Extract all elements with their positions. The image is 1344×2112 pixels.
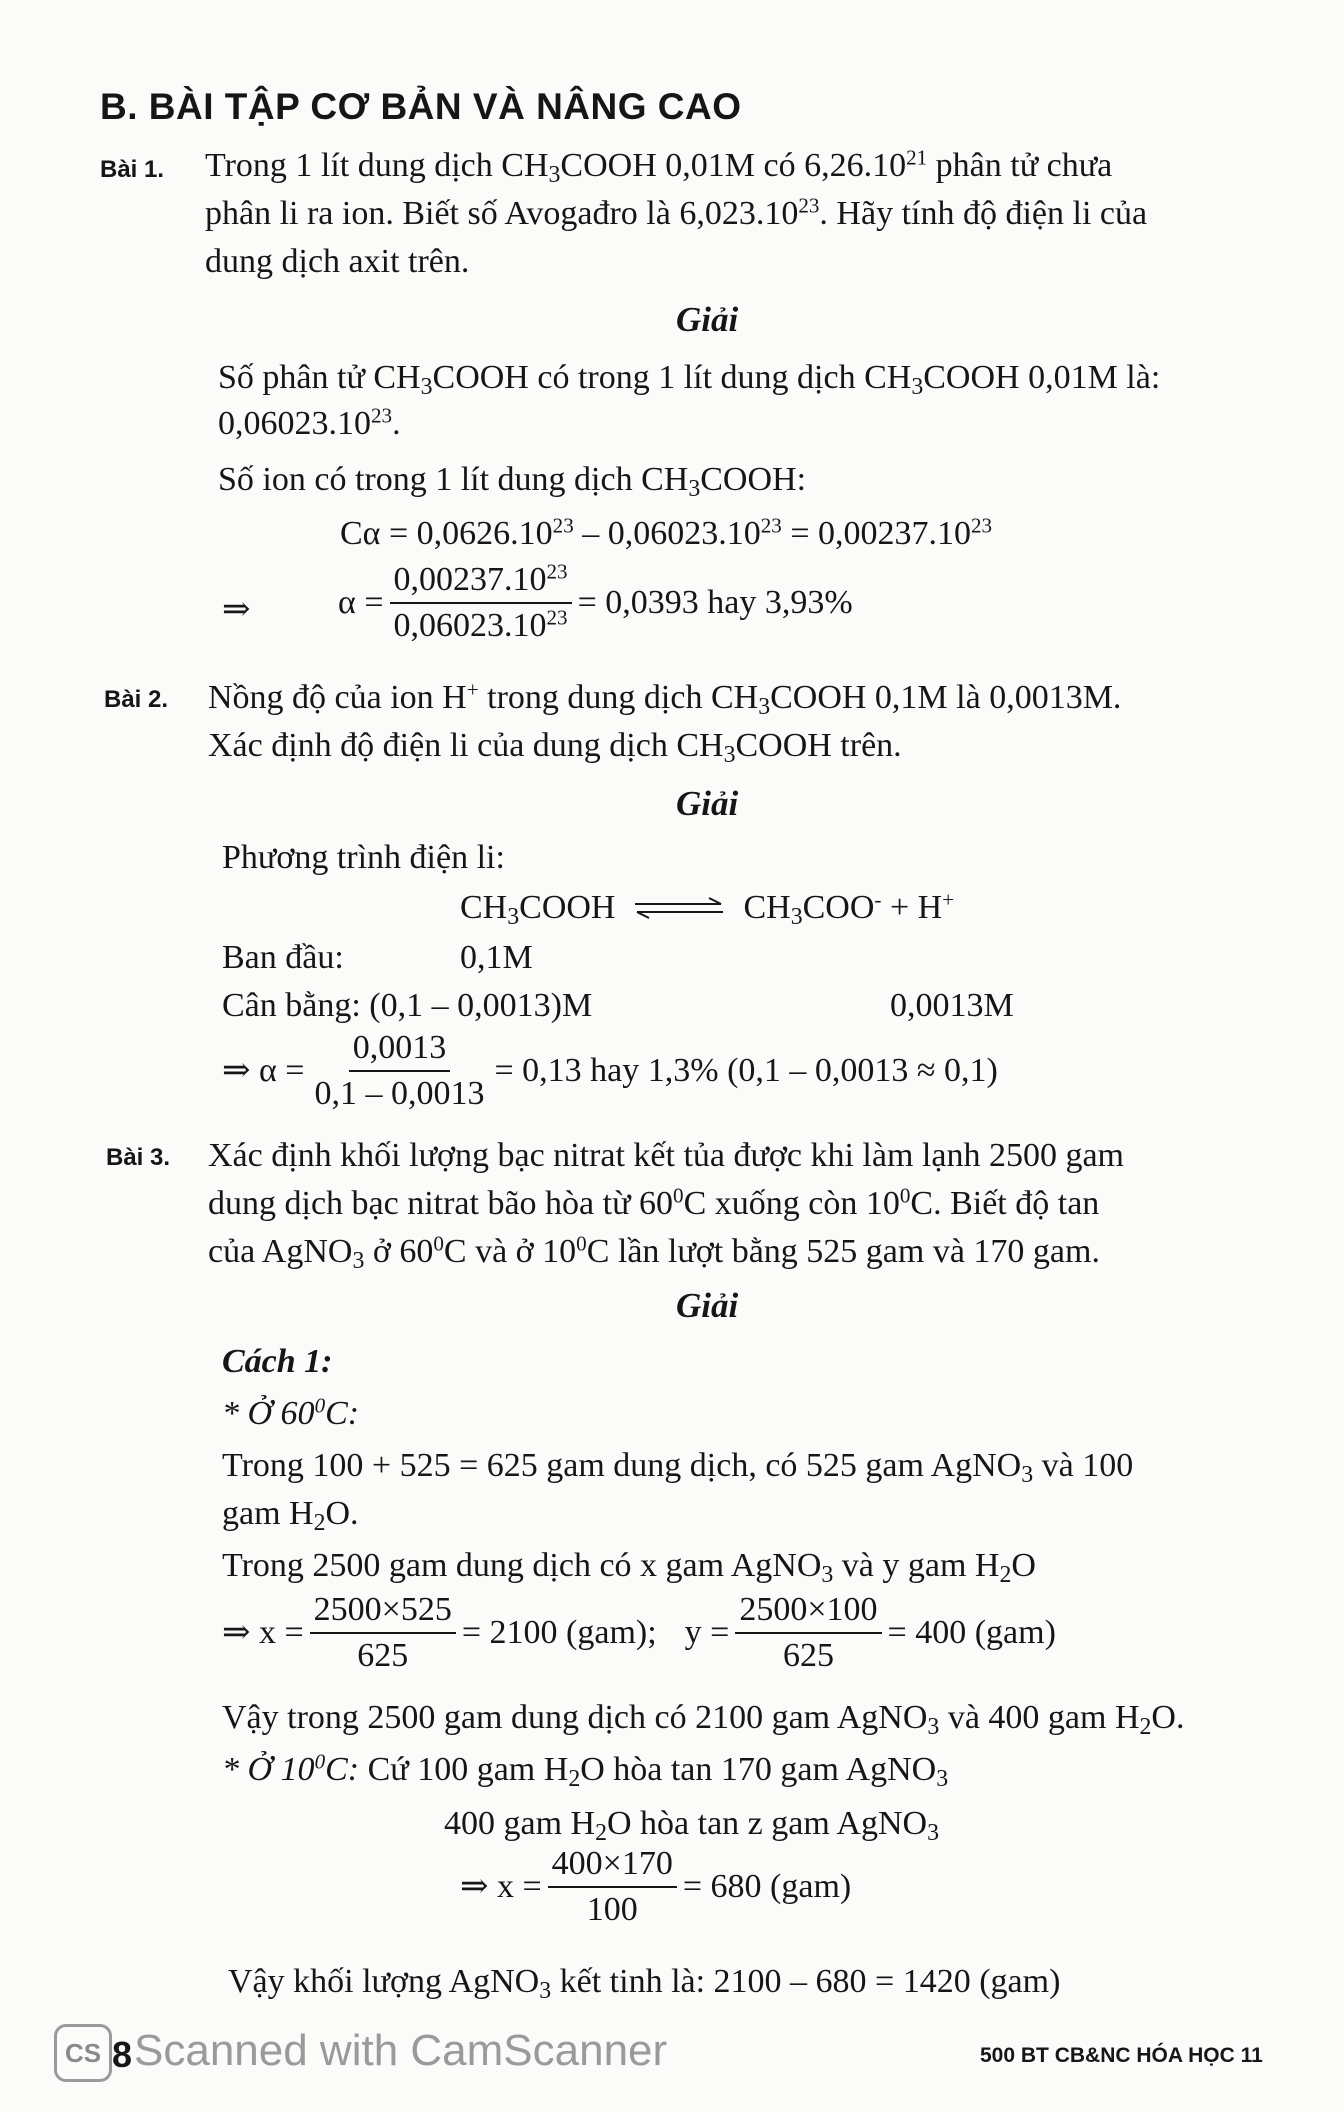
bai2-ionization-equation: $CH_3COOH$ $CH_3COO^- + H^+$ — [460, 887, 955, 930]
camscanner-watermark: Scanned with CamScanner — [134, 2026, 668, 2075]
bai3-question-line3: của AgNO$_3$ ở $60^0C$ và ở $10^0C$ lần lượt bằng 525 gam và 170 gam. — [208, 1231, 1100, 1274]
bai1-question-line3: dung dịch axit trên. — [205, 243, 470, 280]
bai1-equation-calpha: $C\alpha = 0,0626.10^{23} - 0,06023.10^{23} = 0,00237.10^{23}$ — [340, 513, 993, 552]
book-title: 500 BT CB&NC HÓA HỌC 11 — [980, 2044, 1263, 2067]
bai2-label: Bài 2. — [104, 686, 169, 713]
bai3-method1-heading: Cách 1: — [222, 1343, 333, 1380]
bai3-conclusion: Vậy khối lượng AgNO$_3$ kết tinh là: 2100 – 680 = 1420 (gam) — [228, 1963, 1061, 2004]
bai1-implies-symbol: ⇒ — [222, 591, 251, 628]
bai3-question-line1: Xác định khối lượng bạc nitrat kết tủa được khi làm lạnh 2500 gam — [208, 1137, 1124, 1174]
bai2-alpha-equation: ⇒ α = $\frac{0,0013}{0,1 - 0,0013}$ = 0,13 hay 1,3% (0,1 – 0,0013 ≈ 0,1) — [222, 1029, 998, 1112]
bai2-solution-line1: Phương trình điện li: — [222, 839, 505, 876]
bai3-x-y-equations: ⇒ x = $\frac{2500\times 525}{625}$ = 2100 (gam); y = $\frac{2500\times 100}{625}$ = 400 (gam) — [222, 1591, 1056, 1674]
bai3-z-equation: ⇒ x = $\frac{400\times 170}{100}$ = 680 (gam) — [460, 1845, 852, 1928]
bai3-question-line2: dung dịch bạc nitrat bão hòa từ $60^0C$ xuống còn $10^0C$. Biết độ tan — [208, 1183, 1100, 1222]
bai1-solution-line3: Số ion có trong 1 lít dung dịch $CH_3COOH$: — [218, 461, 807, 502]
bai3-x-fraction: $\frac{2500\times 525}{625}$ — [310, 1592, 456, 1674]
bai1-label: Bài 1. — [100, 156, 165, 183]
bai1-question-line1: Trong 1 lít dung dịch $CH_3COOH$ 0,01M có 6,26.10$^{21}$ phân tử chưa — [205, 145, 1113, 188]
bai3-label: Bài 3. — [106, 1144, 171, 1171]
bai3-line-2500g: Trong 2500 gam dung dịch có x gam AgNO$_3$ và y gam $H_2O$ — [222, 1547, 1036, 1588]
bai3-solution-heading: Giải — [676, 1286, 739, 1325]
page-number: 8 — [112, 2034, 133, 2075]
bai3-at-60c-heading: * Ở $60^0C$: — [222, 1393, 360, 1432]
bai1-solution-heading: Giải — [676, 300, 739, 339]
bai1-question-line2: phân li ra ion. Biết số Avogađro là 6,023.10$^{23}$. Hãy tính độ điện li của — [205, 193, 1148, 232]
bai2-initial-value: 0,1M — [460, 939, 533, 976]
bai1-solution-line1: Số phân tử $CH_3COOH$ có trong 1 lít dung dịch $CH_3COOH$ 0,01M là: — [218, 359, 1161, 400]
bai2-initial-label: Ban đầu: — [222, 939, 344, 976]
equilibrium-arrow-icon — [633, 897, 725, 919]
bai1-solution-line2: 0,06023.10$^{23}$. — [218, 403, 401, 442]
bai3-z-fraction: $\frac{400\times 170}{100}$ — [548, 1846, 677, 1928]
bai2-alpha-fraction: $\frac{0,0013}{0,1 - 0,0013}$ — [314, 1029, 485, 1112]
bai2-question-line2: Xác định độ điện li của dung dịch $CH_3COOH$ trên. — [208, 727, 902, 768]
bai2-solution-heading: Giải — [676, 784, 739, 823]
bai1-alpha-fraction: $\frac{0,00237.10^{23}}{0,06023.10^{23}}$ — [390, 562, 572, 644]
bai2-equilibrium-value: 0,0013M — [890, 987, 1014, 1024]
bai3-line-100g-water: gam $H_2O$. — [222, 1495, 359, 1536]
bai1-alpha-equation: α = $\frac{0,00237.10^{23}}{0,06023.10^{23}}$ = 0,0393 hay 3,93% — [338, 559, 853, 644]
bai3-at-10c-line: * Ở $10^0C$: Cứ 100 gam $H_2O$ hòa tan 170 gam AgNO$_3$ — [222, 1749, 949, 1792]
bai2-question-line1: Nồng độ của ion H+ trong dung dịch $CH_3COOH$ 0,1M là 0,0013M. — [208, 677, 1122, 720]
bai3-line-625g: Trong 100 + 525 = 625 gam dung dịch, có 525 gam AgNO$_3$ và 100 — [222, 1447, 1134, 1488]
bai3-line-summary-60c: Vậy trong 2500 gam dung dịch có 2100 gam AgNO$_3$ và 400 gam $H_2O$. — [222, 1699, 1185, 1740]
bai3-y-fraction: $\frac{2500\times 100}{625}$ — [735, 1592, 881, 1674]
section-title: B. BÀI TẬP CƠ BẢN VÀ NÂNG CAO — [100, 86, 742, 127]
camscanner-logo: CS — [54, 2024, 112, 2082]
bai2-equilibrium-line: Cân bằng: (0,1 – 0,0013)M — [222, 987, 593, 1024]
bai3-line-400g-water: 400 gam $H_2O$ hòa tan z gam AgNO$_3$ — [444, 1805, 940, 1846]
